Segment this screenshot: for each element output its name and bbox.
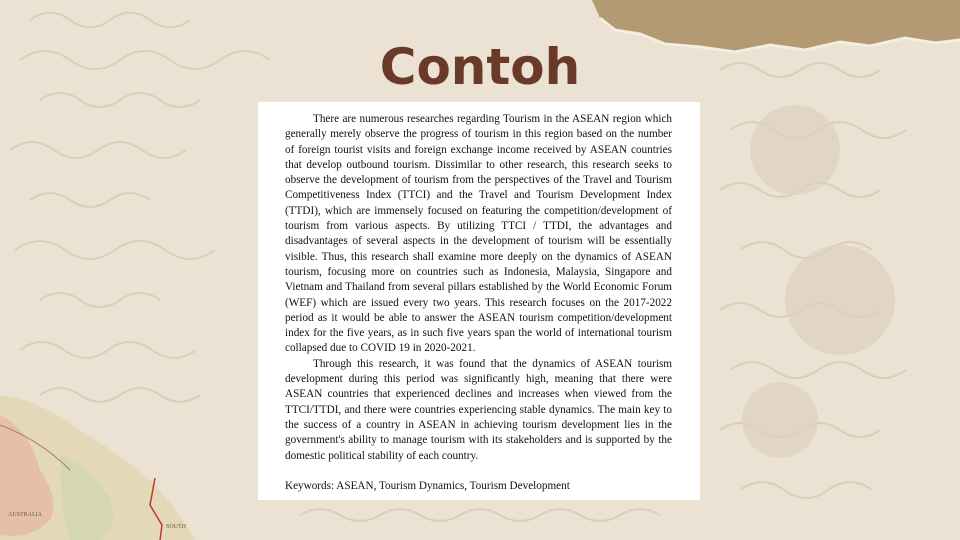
map-label: AUSTRALIA <box>8 512 42 518</box>
abstract-paragraph-1: There are numerous researches regarding Tourism in the ASEAN region which generally merely observe the progress of tourism in this region based on the number of foreign tourist visits and foreign exchange income received by ASEAN countries that develop outbound tourism. Dissimilar to other research, this research seeks to observe the development of tourism from the perspectives of the Travel and Tourism Competitiveness Index (TTCI) and the Travel and Tourism Development Index (TTDI), which are immensely focused on featuring the competition/development of tourism from various aspects. By utilizing TTCI / TTDI, the advantages and disadvantages of several aspects in the development of tourism will be essentially visible. Thus, this research shall examine more deeply on the dynamics of ASEAN tourism, focusing more on countries such as Indonesia, Malaysia, Singapore and Vietnam and Thailand from several pillars established by the World Economic Forum (WEF) which are issued every two years. This research focuses on the 2017-2022 period as it would be able to answer the ASEAN tourism competition/development index for the five years, as in such five years span the world of international tourism collapsed due to COVID 19 in 2020-2021. <box>285 113 672 355</box>
ornament-decor <box>742 105 895 458</box>
slide-title: Contoh <box>379 38 581 96</box>
abstract-paragraph-2: Through this research, it was found that the dynamics of ASEAN tourism development during this period was significantly high, meaning that there were ASEAN countries that experienced declines and increases when viewed from the TTCI/TTDI, and there were countries experiencing stable dynamics. The main key to the success of a country in ASEAN in achieving tourism development lies in the government's ability to manage tourism with its stakeholders and is supported by the domestic political stability of each country. <box>285 357 672 462</box>
keywords: Keywords: ASEAN, Tourism Dynamics, Tourism Development <box>285 479 570 492</box>
map-label: SOUTH <box>166 524 187 530</box>
abstract-card <box>258 102 700 500</box>
